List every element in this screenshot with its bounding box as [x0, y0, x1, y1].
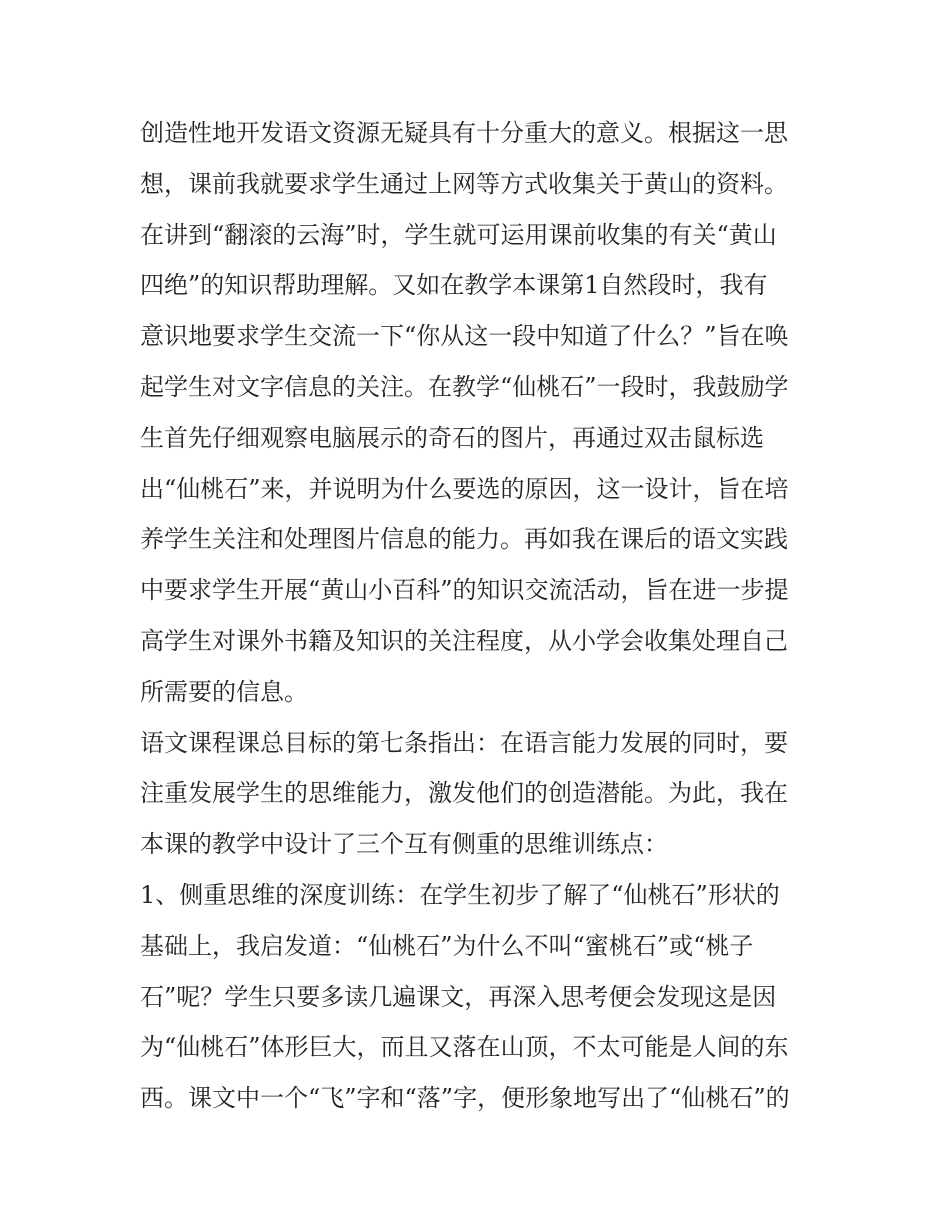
text-line-17: 基础上，我启发道：“仙桃石”为什么不叫“蜜桃石”或“桃子 — [140, 931, 754, 960]
text-line-9: 养学生关注和处理图片信息的能力。再如我在课后的语文实践 — [140, 525, 788, 554]
text-line-8: 出“仙桃石”来，并说明为什么要选的原因，这一设计，旨在培 — [140, 474, 789, 503]
text-line-4: 四绝”的知识帮助理解。又如在教学本课第1自然段时，我有 — [140, 271, 768, 300]
body-text — [140, 108, 830, 1124]
text-line-16: 1、侧重思维的深度训练：在学生初步了解了“仙桃石”形状的 — [140, 880, 780, 909]
text-line-5: 意识地要求学生交流一下“你从这一段中知道了什么？”旨在唤 — [140, 322, 789, 351]
text-line-10: 中要求学生开展“黄山小百科”的知识交流活动，旨在进一步提 — [140, 576, 789, 605]
text-line-14: 注重发展学生的思维能力，激发他们的创造潜能。为此，我在 — [140, 779, 788, 808]
text-line-7: 生首先仔细观察电脑展示的奇石的图片，再通过双击鼠标选 — [140, 423, 764, 452]
text-line-20: 西。课文中一个“飞”字和“落”字，便形象地写出了“仙桃石”的 — [140, 1084, 790, 1113]
text-line-19: 为“仙桃石”体形巨大，而且又落在山顶，不太可能是人间的东 — [140, 1033, 789, 1062]
text-line-6: 起学生对文字信息的关注。在教学“仙桃石”一段时，我鼓励学 — [140, 372, 789, 401]
text-line-2: 想，课前我就要求学生通过上网等方式收集关于黄山的资料。 — [140, 169, 788, 198]
text-line-15: 本课的教学中设计了三个互有侧重的思维训练点： — [140, 830, 668, 859]
text-line-13: 语文课程课总目标的第七条指出：在语言能力发展的同时，要 — [140, 728, 788, 757]
text-line-12: 所需要的信息。 — [140, 677, 308, 706]
text-line-11: 高学生对课外书籍及知识的关注程度，从小学会收集处理自己 — [140, 626, 788, 655]
text-line-1: 创造性地开发语文资源无疑具有十分重大的意义。根据这一思 — [140, 119, 788, 147]
text-line-3: 在讲到“翻滚的云海”时，学生就可运用课前收集的有关“黄山 — [140, 220, 777, 249]
text-line-18: 石”呢？学生只要多读几遍课文，再深入思考便会发现这是因 — [140, 982, 777, 1011]
